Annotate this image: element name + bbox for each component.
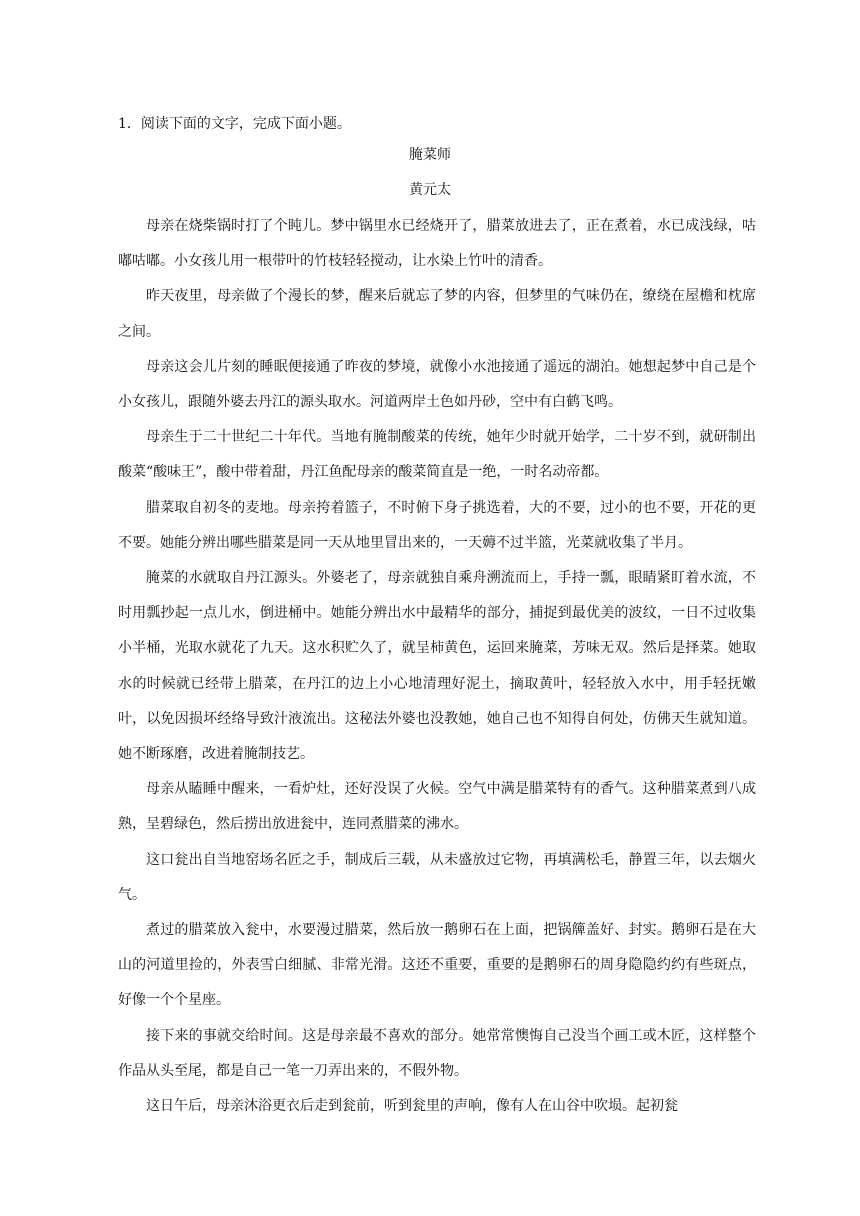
paragraph-11: 这日午后，母亲沐浴更衣后走到瓮前，听到瓮里的声响，像有人在山谷中吹埙。起初瓮 — [146, 1098, 678, 1115]
article-title: 腌菜师 — [409, 147, 451, 163]
paragraph-1: 母亲在烧柴锅时打了个盹儿。梦中锅里水已经烧开了，腊菜放进去了，正在煮着，水已成浅绿，咕嘟咕嘟。小女孩儿用一根带叶的竹枝轻轻搅动，让水染上竹叶的清香。 — [118, 218, 756, 270]
article-author: 黄元太 — [409, 182, 451, 198]
paragraph-10: 接下来的事就交给时间。这是母亲最不喜欢的部分。她常常懊悔自己没当个画工或木匠，这样整个作品从头至尾，都是自己一笔一刀弄出来的，不假外物。 — [118, 1027, 756, 1079]
paragraph-5: 腊菜取自初冬的麦地。母亲挎着篮子，不时俯下身子挑选着，大的不要，过小的也不要，开花的更不要。她能分辨出哪些腊菜是同一天从地里冒出来的，一天薅不过半篮，光菜就收集了半月。 — [118, 499, 756, 551]
paragraph-3: 母亲这会儿片刻的睡眠便接通了昨夜的梦境，就像小水池接通了遥远的湖泊。她想起梦中自己是个小女孩儿，跟随外婆去丹江的源头取水。河道两岸土色如丹砂，空中有白鹤飞鸣。 — [118, 358, 756, 411]
paragraph-2: 昨天夜里，母亲做了个漫长的梦，醒来后就忘了梦的内容，但梦里的气味仍在，缭绕在屋檐和枕席之间。 — [118, 288, 756, 340]
question-header — [118, 112, 758, 136]
paragraph-9: 煮过的腊菜放入瓮中，水要漫过腊菜，然后放一鹅卵石在上面，把锅簰盖好、封实。鹅卵石是在大山的河道里捡的，外表雪白细腻、非常光滑。这还不重要，重要的是鹅卵石的周身隐隐约约有些斑点，好像一个个星座。 — [118, 922, 756, 1009]
article-body — [118, 209, 756, 1124]
paragraph-8: 这口瓮出自当地窑场名匠之手，制成后三载，从未盛放过它物，再填满松毛，静置三年，以去烟火气。 — [118, 851, 756, 903]
question-number: 1． — [118, 116, 141, 132]
paragraph-7: 母亲从瞌睡中醒来，一看炉灶，还好没误了火候。空气中满是腊菜特有的香气。这种腊菜煮到八成熟，呈碧绿色，然后捞出放进瓮中，连同煮腊菜的沸水。 — [118, 781, 756, 833]
question-instruction: 阅读下面的文字，完成下面小题。 — [140, 116, 351, 132]
paragraph-4: 母亲生于二十世纪二十年代。当地有腌制酸菜的传统，她年少时就开始学，二十岁不到，就研制出酸菜“酸味王”，酸中带着甜，丹江鱼配母亲的酸菜简直是一绝，一时名动帝都。 — [118, 429, 756, 481]
paragraph-6: 腌菜的水就取自丹江源头。外婆老了，母亲就独自乘舟溯流而上，手持一瓢，眼睛紧盯着水流，不时用瓢抄起一点儿水，倒进桶中。她能分辨出水中最精华的部分，捕捉到最优美的波纹，一日不过收集小半桶，光取水就花了九天。这水积贮久了，就呈柿黄色，运回来腌菜，芳味无双。然后是择菜。她取水的时候就已经带上腊菜，在丹江的边上小心地清理好泥土，摘取黄叶，轻轻放入水中，用手轻抚嫩叶，以免因损坏经络导致汁液流出。这秘法外婆也没教她，她自己也不知得自何处，仿佛天生就知道。她不断琢磨，改进着腌制技艺。 — [118, 570, 756, 763]
